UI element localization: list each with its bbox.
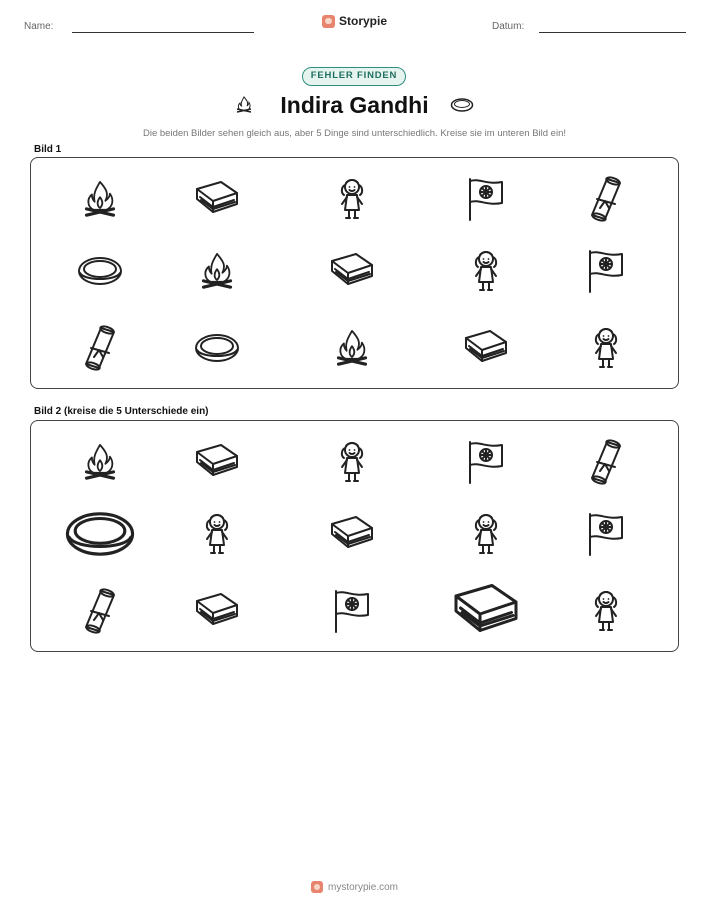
page-title: Indira Gandhi bbox=[280, 92, 429, 118]
name-label: Name: bbox=[24, 21, 54, 32]
date-field-line[interactable] bbox=[539, 32, 686, 33]
brand-logo bbox=[322, 14, 387, 28]
footer-url[interactable]: mystorypie.com bbox=[327, 881, 398, 893]
scroll-icon bbox=[83, 324, 117, 372]
scroll-icon[interactable] bbox=[589, 438, 623, 486]
book-icon bbox=[328, 251, 376, 291]
storypie-logo-icon bbox=[311, 881, 323, 893]
flag-icon bbox=[466, 176, 506, 222]
storypie-logo-icon bbox=[322, 15, 335, 28]
book-icon[interactable] bbox=[328, 514, 376, 554]
ring-icon bbox=[450, 97, 474, 113]
picture2-panel[interactable] bbox=[30, 420, 679, 652]
name-field-line[interactable] bbox=[72, 32, 254, 33]
fire-icon bbox=[334, 328, 370, 368]
scroll-icon bbox=[589, 175, 623, 223]
doll-icon[interactable] bbox=[471, 511, 501, 557]
picture1-panel bbox=[30, 157, 679, 389]
book-icon[interactable] bbox=[450, 581, 522, 641]
doll-icon bbox=[591, 325, 621, 371]
flag-icon[interactable] bbox=[586, 511, 626, 557]
ring-icon[interactable] bbox=[63, 508, 137, 561]
fire-icon bbox=[234, 95, 254, 115]
doll-icon[interactable] bbox=[337, 439, 367, 485]
date-label: Datum: bbox=[492, 21, 525, 32]
scroll-icon[interactable] bbox=[83, 587, 117, 635]
book-icon bbox=[462, 328, 510, 368]
book-icon bbox=[193, 179, 241, 219]
fire-icon[interactable] bbox=[82, 442, 118, 482]
activity-tag: FEHLER FINDEN bbox=[302, 67, 406, 86]
picture1-label: Bild 1 bbox=[34, 144, 62, 155]
picture2-label: Bild 2 (kreise die 5 Unterschiede ein) bbox=[34, 406, 209, 417]
fire-icon bbox=[82, 179, 118, 219]
ring-icon bbox=[193, 331, 241, 365]
footer bbox=[0, 881, 709, 893]
doll-icon bbox=[337, 176, 367, 222]
brand-name: Storypie bbox=[339, 14, 388, 28]
doll-icon bbox=[471, 248, 501, 294]
flag-icon[interactable] bbox=[466, 439, 506, 485]
doll-icon[interactable] bbox=[591, 588, 621, 634]
flag-icon bbox=[586, 248, 626, 294]
ring-icon bbox=[76, 254, 124, 288]
instructions: Die beiden Bilder sehen gleich aus, aber 5 Dinge sind unterschiedlich. Kreise sie im unteren Bild ein! bbox=[143, 128, 566, 139]
doll-icon[interactable] bbox=[202, 511, 232, 557]
fire-icon bbox=[199, 251, 235, 291]
flag-icon[interactable] bbox=[332, 588, 372, 634]
book-icon[interactable] bbox=[193, 442, 241, 482]
book-icon[interactable] bbox=[193, 591, 241, 631]
